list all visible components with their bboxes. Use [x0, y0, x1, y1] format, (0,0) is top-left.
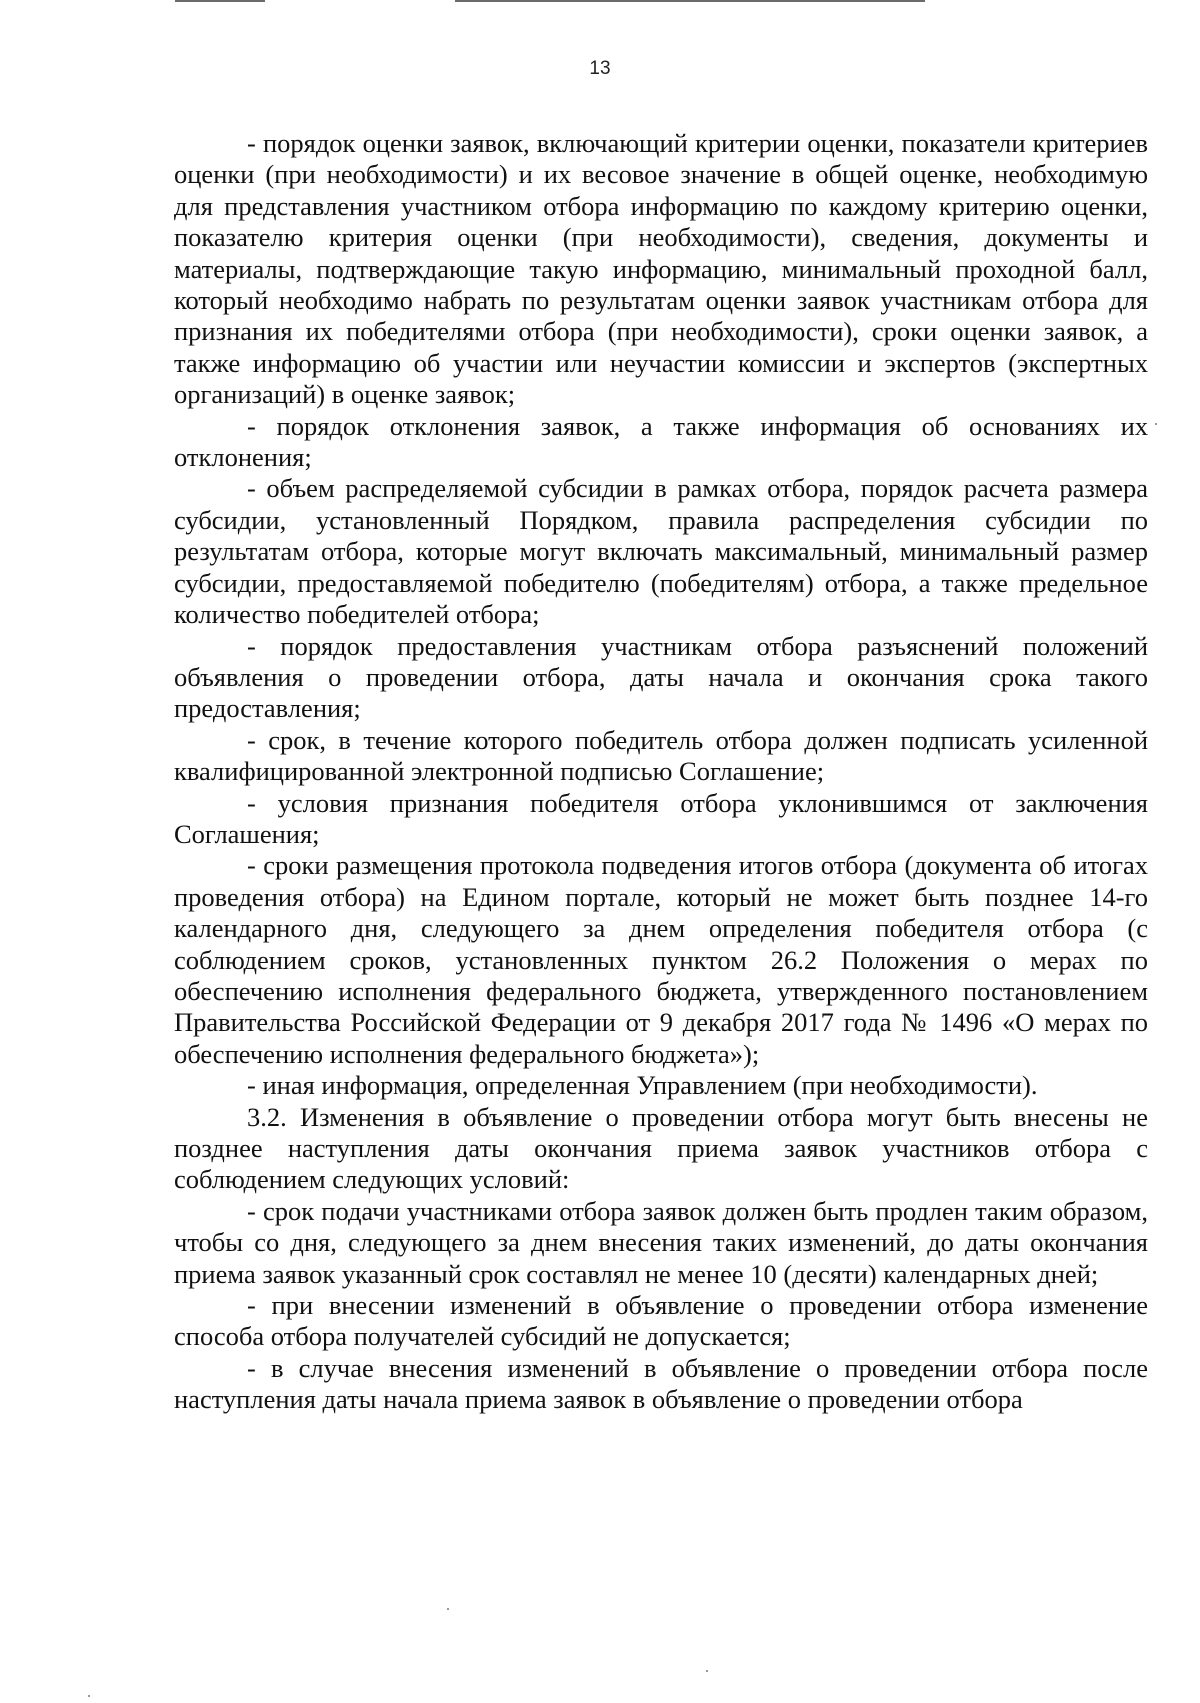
scan-speck [706, 1670, 708, 1672]
paragraph: - в случае внесения изменений в объявление о проведении отбора после наступления даты начала приема заявок в объявление о проведении отбора [174, 1352, 1148, 1415]
document-body [174, 128, 1148, 1416]
page-number: 13 [589, 58, 611, 79]
scan-speck [1155, 423, 1157, 425]
paragraph: - порядок предоставления участникам отбора разъяснений положений объявления о проведении отбора, даты начала и окончания срока такого предоставления; [174, 630, 1148, 724]
paragraph: 3.2. Изменения в объявление о проведении отбора могут быть внесены не позднее наступления даты окончания приема заявок участников отбора с соблюдением следующих условий: [174, 1101, 1148, 1195]
paragraph: - объем распределяемой субсидии в рамках отбора, порядок расчета размера субсидии, установленный Порядком, правила распределения субсидии по результатам отбора, которые могут включать максимальный, минимальный размер субсидии, предоставляемой победителю (победителям) отбора, а также предельное количество победителей отбора; [174, 473, 1148, 630]
paragraph: - порядок отклонения заявок, а также информация об основаниях их отклонения; [174, 410, 1148, 473]
scan-speck [88, 1695, 90, 1697]
paragraph: - при внесении изменений в объявление о проведении отбора изменение способа отбора получателей субсидий не допускается; [174, 1290, 1148, 1352]
paragraph: - условия признания победителя отбора уклонившимся от заключения Соглашения; [174, 787, 1148, 849]
paragraph: - срок подачи участниками отбора заявок должен быть продлен таким образом, чтобы со дня, следующего за днем внесения таких изменений, до даты окончания приема заявок указанный срок составлял не менее 10 (десяти) календарных дней; [174, 1195, 1148, 1289]
scan-edge-mark [175, 0, 265, 2]
paragraph: - срок, в течение которого победитель отбора должен подписать усиленной квалифицированной электронной подписью Соглашение; [174, 724, 1148, 787]
paragraph: - иная информация, определенная Управлением (при необходимости). [247, 1070, 1038, 1101]
scan-edge-mark [455, 0, 925, 2]
paragraph: - сроки размещения протокола подведения итогов отбора (документа об итогах проведения отбора) на Едином портале, который не может быть позднее 14-го календарного дня, следующего за днем определения победителя отбора (с соблюдением сроков, установленных пунктом 26.2 Положения о мерах по обеспечению исполнения федерального бюджета, утвержденного постановлением Правительства Российской Федерации от 9 декабря 2017 года № 1496 «О мерах по обеспечению исполнения федерального бюджета»); [174, 850, 1148, 1069]
paragraph: - порядок оценки заявок, включающий критерии оценки, показатели критериев оценки (при необходимости) и их весовое значение в общей оценке, необходимую для представления участником отбора информацию по каждому критерию оценки, показателю критерия оценки (при необходимости), сведения, документы и материалы, подтверждающие такую информацию, минимальный проходной балл, который необходимо набрать по результатам оценки заявок участникам отбора для признания их победителями отбора (при необходимости), сроки оценки заявок, а также информацию об участии или неучастии комиссии и экспертов (экспертных организаций) в оценке заявок; [174, 128, 1148, 410]
scan-speck [447, 1608, 449, 1610]
